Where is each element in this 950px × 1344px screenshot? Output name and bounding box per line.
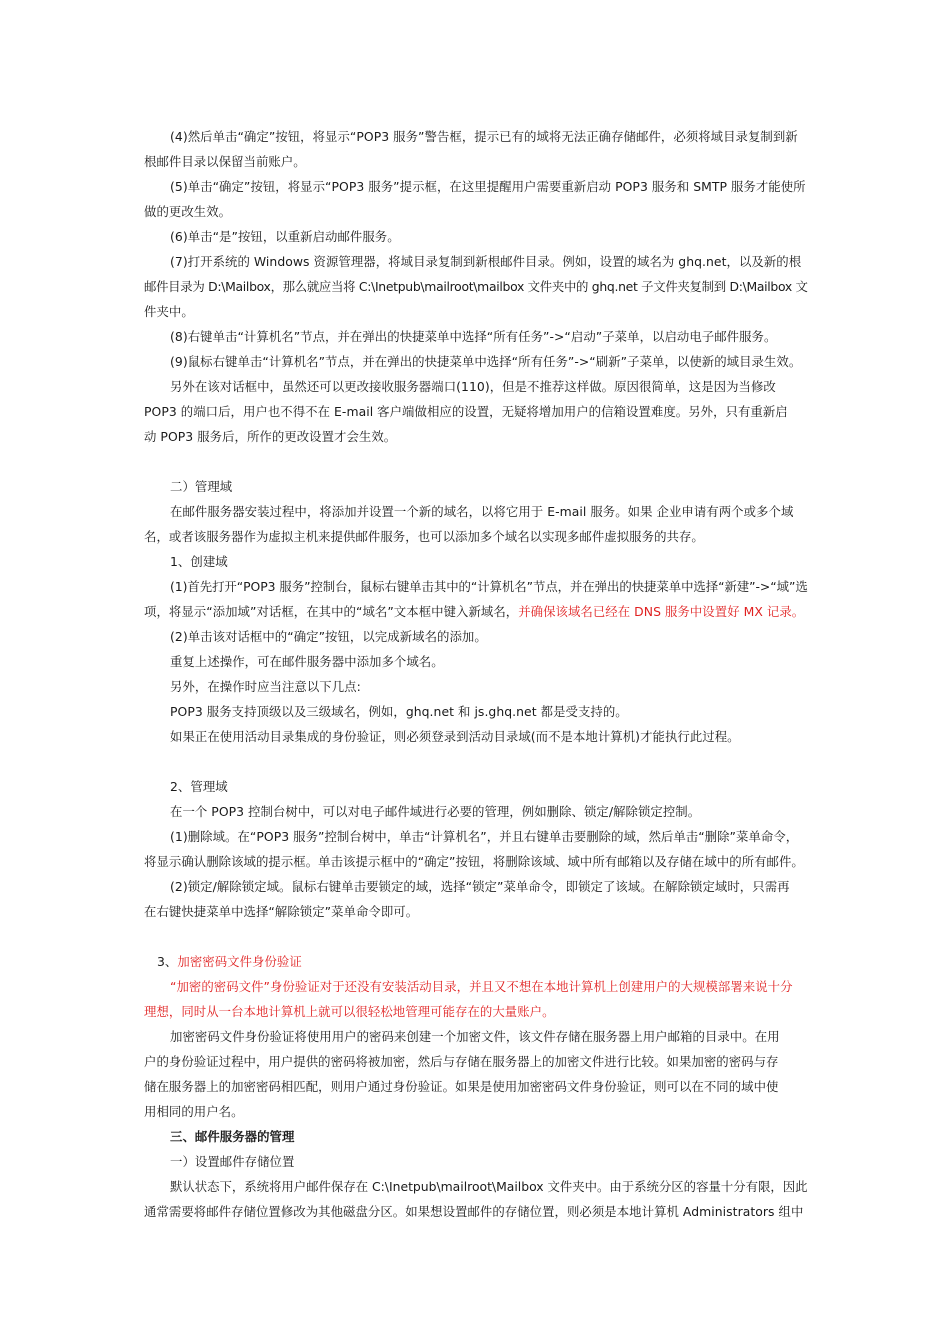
- paragraph-line: 动 POP3 服务后，所作的更改设置才会生效。: [144, 429, 397, 444]
- paragraph-line: 邮件目录为 D:\Mailbox，那么就应当将 C:\Inetpub\mailroot\mailbox 文件夹中的 ghq.net 子文件夹复制到 D:\Mailbox 文: [144, 279, 808, 294]
- paragraph-line: (8)右键单击“计算机名”节点，并在弹出的快捷菜单中选择“所有任务”->“启动”子菜单，以启动电子邮件服务。: [170, 329, 777, 344]
- paragraph-line: (6)单击“是”按钮，以重新启动邮件服务。: [170, 229, 400, 244]
- paragraph-line: 通常需要将邮件存储位置修改为其他磁盘分区。如果想设置邮件的存储位置，则必须是本地计算机 Administrators 组中: [144, 1204, 804, 1219]
- highlighted-text: 并确保该域名已经在 DNS 服务中设置好 MX 记录。: [518, 604, 805, 619]
- paragraph-line: POP3 的端口后，用户也不得不在 E-mail 客户端做相应的设置，无疑将增加用户的信箱设置难度。另外，只有重新启: [144, 404, 788, 419]
- section-heading: 一）设置邮件存储位置: [170, 1154, 295, 1169]
- paragraph-line: (9)鼠标右键单击“计算机名”节点，并在弹出的快捷菜单中选择“所有任务”->“刷新”子菜单，以使新的域目录生效。: [170, 354, 802, 369]
- paragraph-line: 默认状态下，系统将用户邮件保存在 C:\Inetpub\mailroot\Mailbox 文件夹中。由于系统分区的容量十分有限，因此: [170, 1179, 808, 1194]
- paragraph-line: 户的身份验证过程中，用户提供的密码将被加密，然后与存储在服务器上的加密文件进行比较。如果加密的密码与存: [144, 1054, 779, 1069]
- paragraph-line: (7)打开系统的 Windows 资源管理器，将域目录复制到新根邮件目录。例如，设置的域名为 ghq.net，以及新的根: [170, 254, 802, 269]
- chapter-heading: 三、邮件服务器的管理: [170, 1129, 295, 1144]
- paragraph-line: 重复上述操作，可在邮件服务器中添加多个域名。: [170, 654, 444, 669]
- highlighted-line: “加密的密码文件”身份验证对于还没有安装活动目录，并且又不想在本地计算机上创建用户的大规模部署来说十分: [170, 979, 793, 994]
- paragraph-line: 用相同的用户名。: [144, 1104, 244, 1119]
- paragraph-line: 如果正在使用活动目录集成的身份验证，则必须登录到活动目录域(而不是本地计算机)才能执行此过程。: [170, 729, 740, 744]
- paragraph-line: (2)单击该对话框中的“确定”按钮，以完成新域名的添加。: [170, 629, 487, 644]
- paragraph-line: 将显示确认删除该域的提示框。单击该提示框中的“确定”按钮，将删除该域、域中所有邮箱以及存储在域中的所有邮件。: [144, 854, 804, 869]
- paragraph-line: (2)锁定/解除锁定域。鼠标右键单击要锁定的域，选择“锁定”菜单命令，即锁定了该域。在解除锁定域时，只需再: [170, 879, 790, 894]
- paragraph-line: 项，将显示“添加域”对话框，在其中的“域名”文本框中键入新域名，并确保该域名已经在 DNS 服务中设置好 MX 记录。: [144, 604, 805, 619]
- paragraph-line: 在右键快捷菜单中选择“解除锁定”菜单命令即可。: [144, 904, 419, 919]
- section-heading: 二）管理域: [170, 479, 233, 494]
- paragraph-line: (4)然后单击“确定”按钮，将显示“POP3 服务”警告框，提示已有的域将无法正确存储邮件，必须将域目录复制到新: [170, 129, 798, 144]
- paragraph-line: 另外，在操作时应当注意以下几点:: [170, 679, 361, 694]
- paragraph-line: (1)删除域。在“POP3 服务”控制台树中，单击“计算机名”，并且右键单击要删除的域，然后单击“删除”菜单命令，: [170, 829, 799, 844]
- paragraph-line: (1)首先打开“POP3 服务”控制台，鼠标右键单击其中的“计算机名”节点，并在弹出的快捷菜单中选择“新建”->“域”选: [170, 579, 808, 594]
- paragraph-line: 另外在该对话框中，虽然还可以更改接收服务器端口(110)，但是不推荐这样做。原因很简单，这是因为当修改: [170, 379, 776, 394]
- paragraph-line: 根邮件目录以保留当前账户。: [144, 154, 306, 169]
- paragraph-line: 加密密码文件身份验证将使用用户的密码来创建一个加密文件，该文件存储在服务器上用户邮箱的目录中。在用: [170, 1029, 780, 1044]
- paragraph-line: POP3 服务支持顶级以及三级域名，例如，ghq.net 和 js.ghq.net 都是受支持的。: [170, 704, 628, 719]
- subsection-heading: 2、管理域: [170, 779, 228, 794]
- paragraph-line: (5)单击“确定”按钮，将显示“POP3 服务”提示框，在这里提醒用户需要重新启动 POP3 服务和 SMTP 服务才能使所: [170, 179, 806, 194]
- paragraph-line: 储在服务器上的加密密码相匹配，则用户通过身份验证。如果是使用加密密码文件身份验证，则可以在不同的域中使: [144, 1079, 779, 1094]
- paragraph-line: 做的更改生效。: [144, 204, 232, 219]
- paragraph-line: 名，或者该服务器作为虚拟主机来提供邮件服务，也可以添加多个域名以实现多邮件虚拟服务的共存。: [144, 529, 704, 544]
- paragraph-line: 在邮件服务器安装过程中，将添加并设置一个新的域名，以将它用于 E-mail 服务。如果 企业申请有两个或多个域: [170, 504, 794, 519]
- highlighted-text: 加密密码文件身份验证: [177, 954, 302, 969]
- paragraph-line: 在一个 POP3 控制台树中，可以对电子邮件域进行必要的管理，例如删除、锁定/解除锁定控制。: [170, 804, 701, 819]
- highlighted-line: 理想，同时从一台本地计算机上就可以很轻松地管理可能存在的大量账户。: [144, 1004, 555, 1019]
- paragraph-line: 件夹中。: [144, 304, 194, 319]
- subsection-heading: 1、创建域: [170, 554, 228, 569]
- subsection-heading: 3、加密密码文件身份验证: [157, 954, 302, 969]
